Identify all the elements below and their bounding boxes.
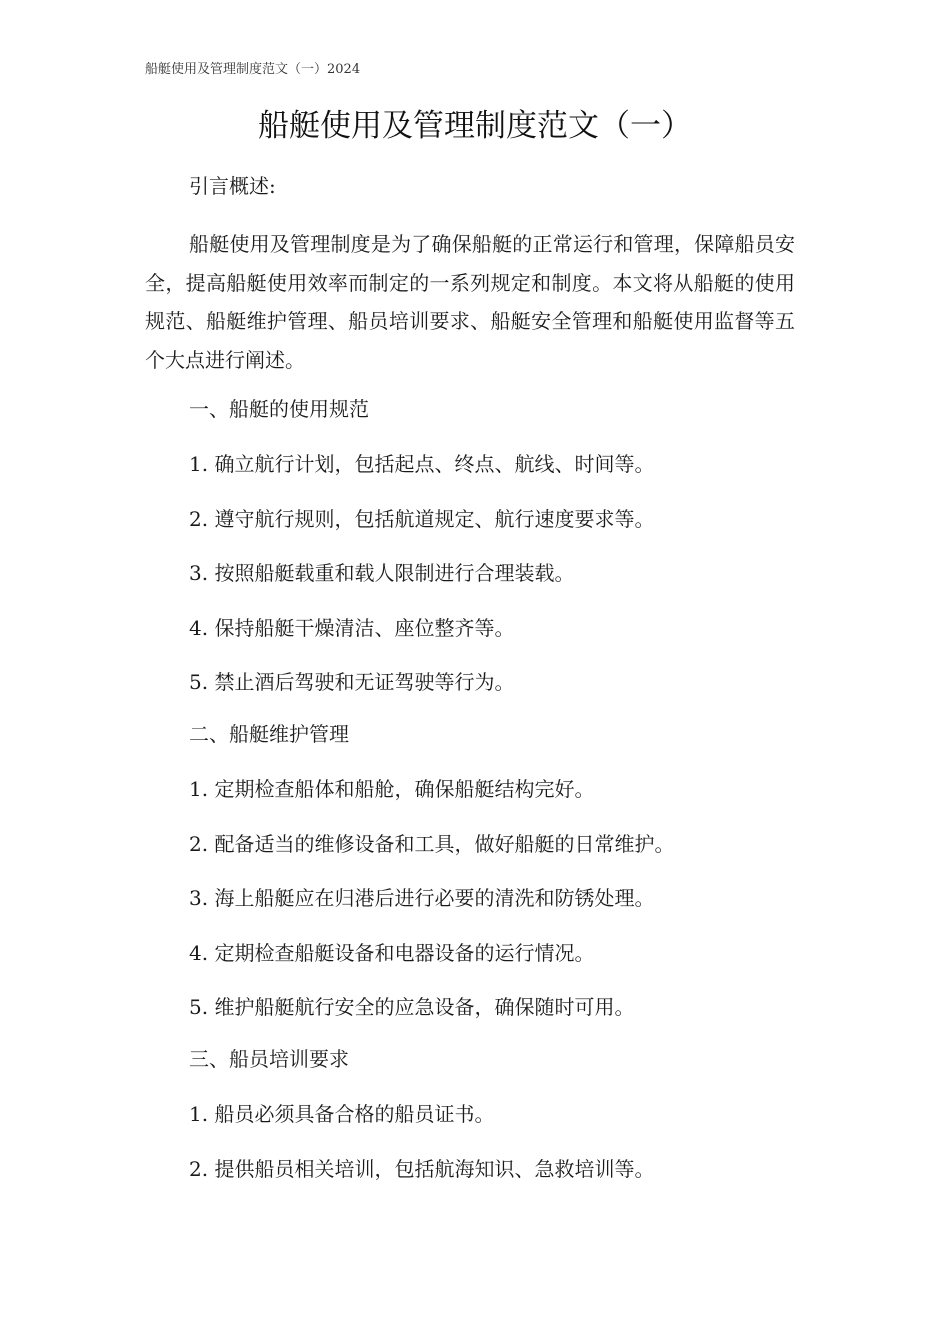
list-item: 2. 配备适当的维修设备和工具，做好船艇的日常维护。 [189, 832, 675, 856]
list-item: 3. 按照船艇载重和载人限制进行合理装载。 [189, 561, 575, 585]
list-item: 3. 海上船艇应在归港后进行必要的清洗和防锈处理。 [189, 886, 655, 910]
intro-heading: 引言概述: [189, 174, 276, 198]
list-item: 1. 船员必须具备合格的船员证书。 [189, 1102, 495, 1126]
section-heading: 二、船艇维护管理 [189, 722, 349, 746]
intro-paragraph: 船艇使用及管理制度是为了确保船艇的正常运行和管理，保障船员安全，提高船艇使用效率而制定的一系列规定和制度。本文将从船艇的使用规范、船艇维护管理、船员培训要求、船艇安全管理和船艇使用监督等五个大点进行阐述。 [145, 232, 795, 372]
page-title: 船艇使用及管理制度范文（一） [258, 108, 692, 144]
list-item: 2. 遵守航行规则，包括航道规定、航行速度要求等。 [189, 507, 655, 531]
running-header: 船艇使用及管理制度范文（一）2024 [145, 62, 361, 77]
list-item: 5. 维护船艇航行安全的应急设备，确保随时可用。 [189, 995, 635, 1019]
list-item: 2. 提供船员相关培训，包括航海知识、急救培训等。 [189, 1157, 655, 1181]
section-heading: 一、船艇的使用规范 [189, 397, 369, 421]
list-item: 1. 定期检查船体和船舱，确保船艇结构完好。 [189, 777, 595, 801]
list-item: 4. 定期检查船艇设备和电器设备的运行情况。 [189, 941, 595, 965]
list-item: 5. 禁止酒后驾驶和无证驾驶等行为。 [189, 670, 515, 694]
list-item: 4. 保持船艇干燥清洁、座位整齐等。 [189, 616, 515, 640]
section-heading: 三、船员培训要求 [189, 1047, 349, 1071]
list-item: 1. 确立航行计划，包括起点、终点、航线、时间等。 [189, 452, 655, 476]
